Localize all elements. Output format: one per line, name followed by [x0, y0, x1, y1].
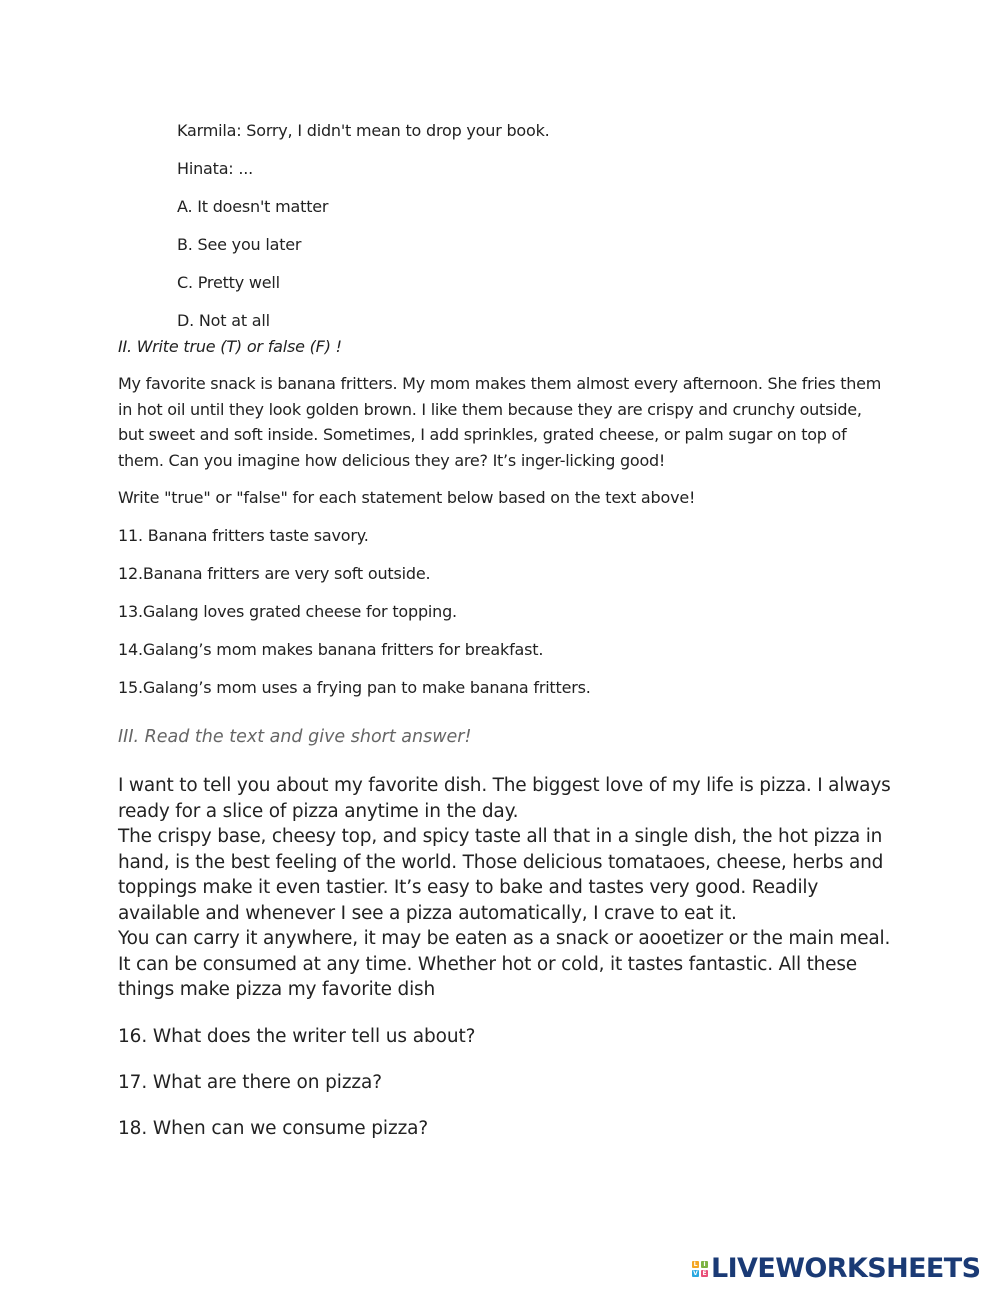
option-a: A. It doesn't matter	[177, 197, 329, 216]
logo-square-i: I	[701, 1261, 708, 1268]
dialog-line-hinata: Hinata: ...	[177, 159, 254, 178]
section2-heading: II. Write true (T) or false (F) !	[118, 337, 342, 356]
option-d: D. Not at all	[177, 311, 270, 330]
option-c: C. Pretty well	[177, 273, 280, 292]
pizza-paragraph-2: The crispy base, cheesy top, and spicy taste all that in a single dish, the hot pizza in hand, is the best feeling of the world. Those delicious tomataoes, cheese, herbs and toppings make it even tastier. It’s easy to bake and tastes very good. Readily available and whenever I see a pizza automatically, I crave to eat it.	[118, 826, 884, 924]
statement-12: 12.Banana fritters are very soft outside.	[118, 564, 431, 583]
question-16: 16. What does the writer tell us about?	[118, 1026, 476, 1047]
question-17: 17. What are there on pizza?	[118, 1072, 382, 1093]
snack-passage: My favorite snack is banana fritters. My mom makes them almost every afternoon. She fries them in hot oil until they look golden brown. I like them because they are crispy and crunchy outside, but sweet and soft inside. Sometimes, I add sprinkles, grated cheese, or palm sugar on top of them. Can you imagine how delicious they are? It’s inger-licking good!	[118, 374, 882, 470]
pizza-paragraph-1: I want to tell you about my favorite dish. The biggest love of my life is pizza. I always ready for a slice of pizza anytime in the day.	[118, 775, 891, 822]
section3-heading: III. Read the text and give short answer!	[118, 727, 472, 747]
logo-square-e: E	[702, 1270, 707, 1277]
logo-square-l: L	[693, 1261, 698, 1268]
dialog-line-karmila: Karmila: Sorry, I didn't mean to drop your book.	[177, 121, 550, 140]
statement-13: 13.Galang loves grated cheese for topping.	[118, 602, 457, 621]
brand-name: LIVEWORKSHEETS	[711, 1253, 981, 1284]
option-b: B. See you later	[177, 235, 302, 254]
pizza-paragraph-3: You can carry it anywhere, it may be eaten as a snack or aooetizer or the main meal. It can be consumed at any time. Whether hot or cold, it tastes fantastic. All these things make pizza my favorite dish	[118, 928, 891, 1000]
true-false-instruction: Write "true" or "false" for each statement below based on the text above!	[118, 488, 696, 507]
liveworksheets-logo	[692, 1252, 980, 1286]
logo-mark-icon	[692, 1261, 708, 1277]
statement-14: 14.Galang’s mom makes banana fritters for breakfast.	[118, 640, 544, 659]
statement-15: 15.Galang’s mom uses a frying pan to make banana fritters.	[118, 678, 591, 697]
statement-11: 11. Banana fritters taste savory.	[118, 526, 369, 545]
question-18: 18. When can we consume pizza?	[118, 1118, 429, 1139]
pizza-passage	[118, 773, 898, 1003]
logo-square-v: V	[693, 1270, 698, 1277]
